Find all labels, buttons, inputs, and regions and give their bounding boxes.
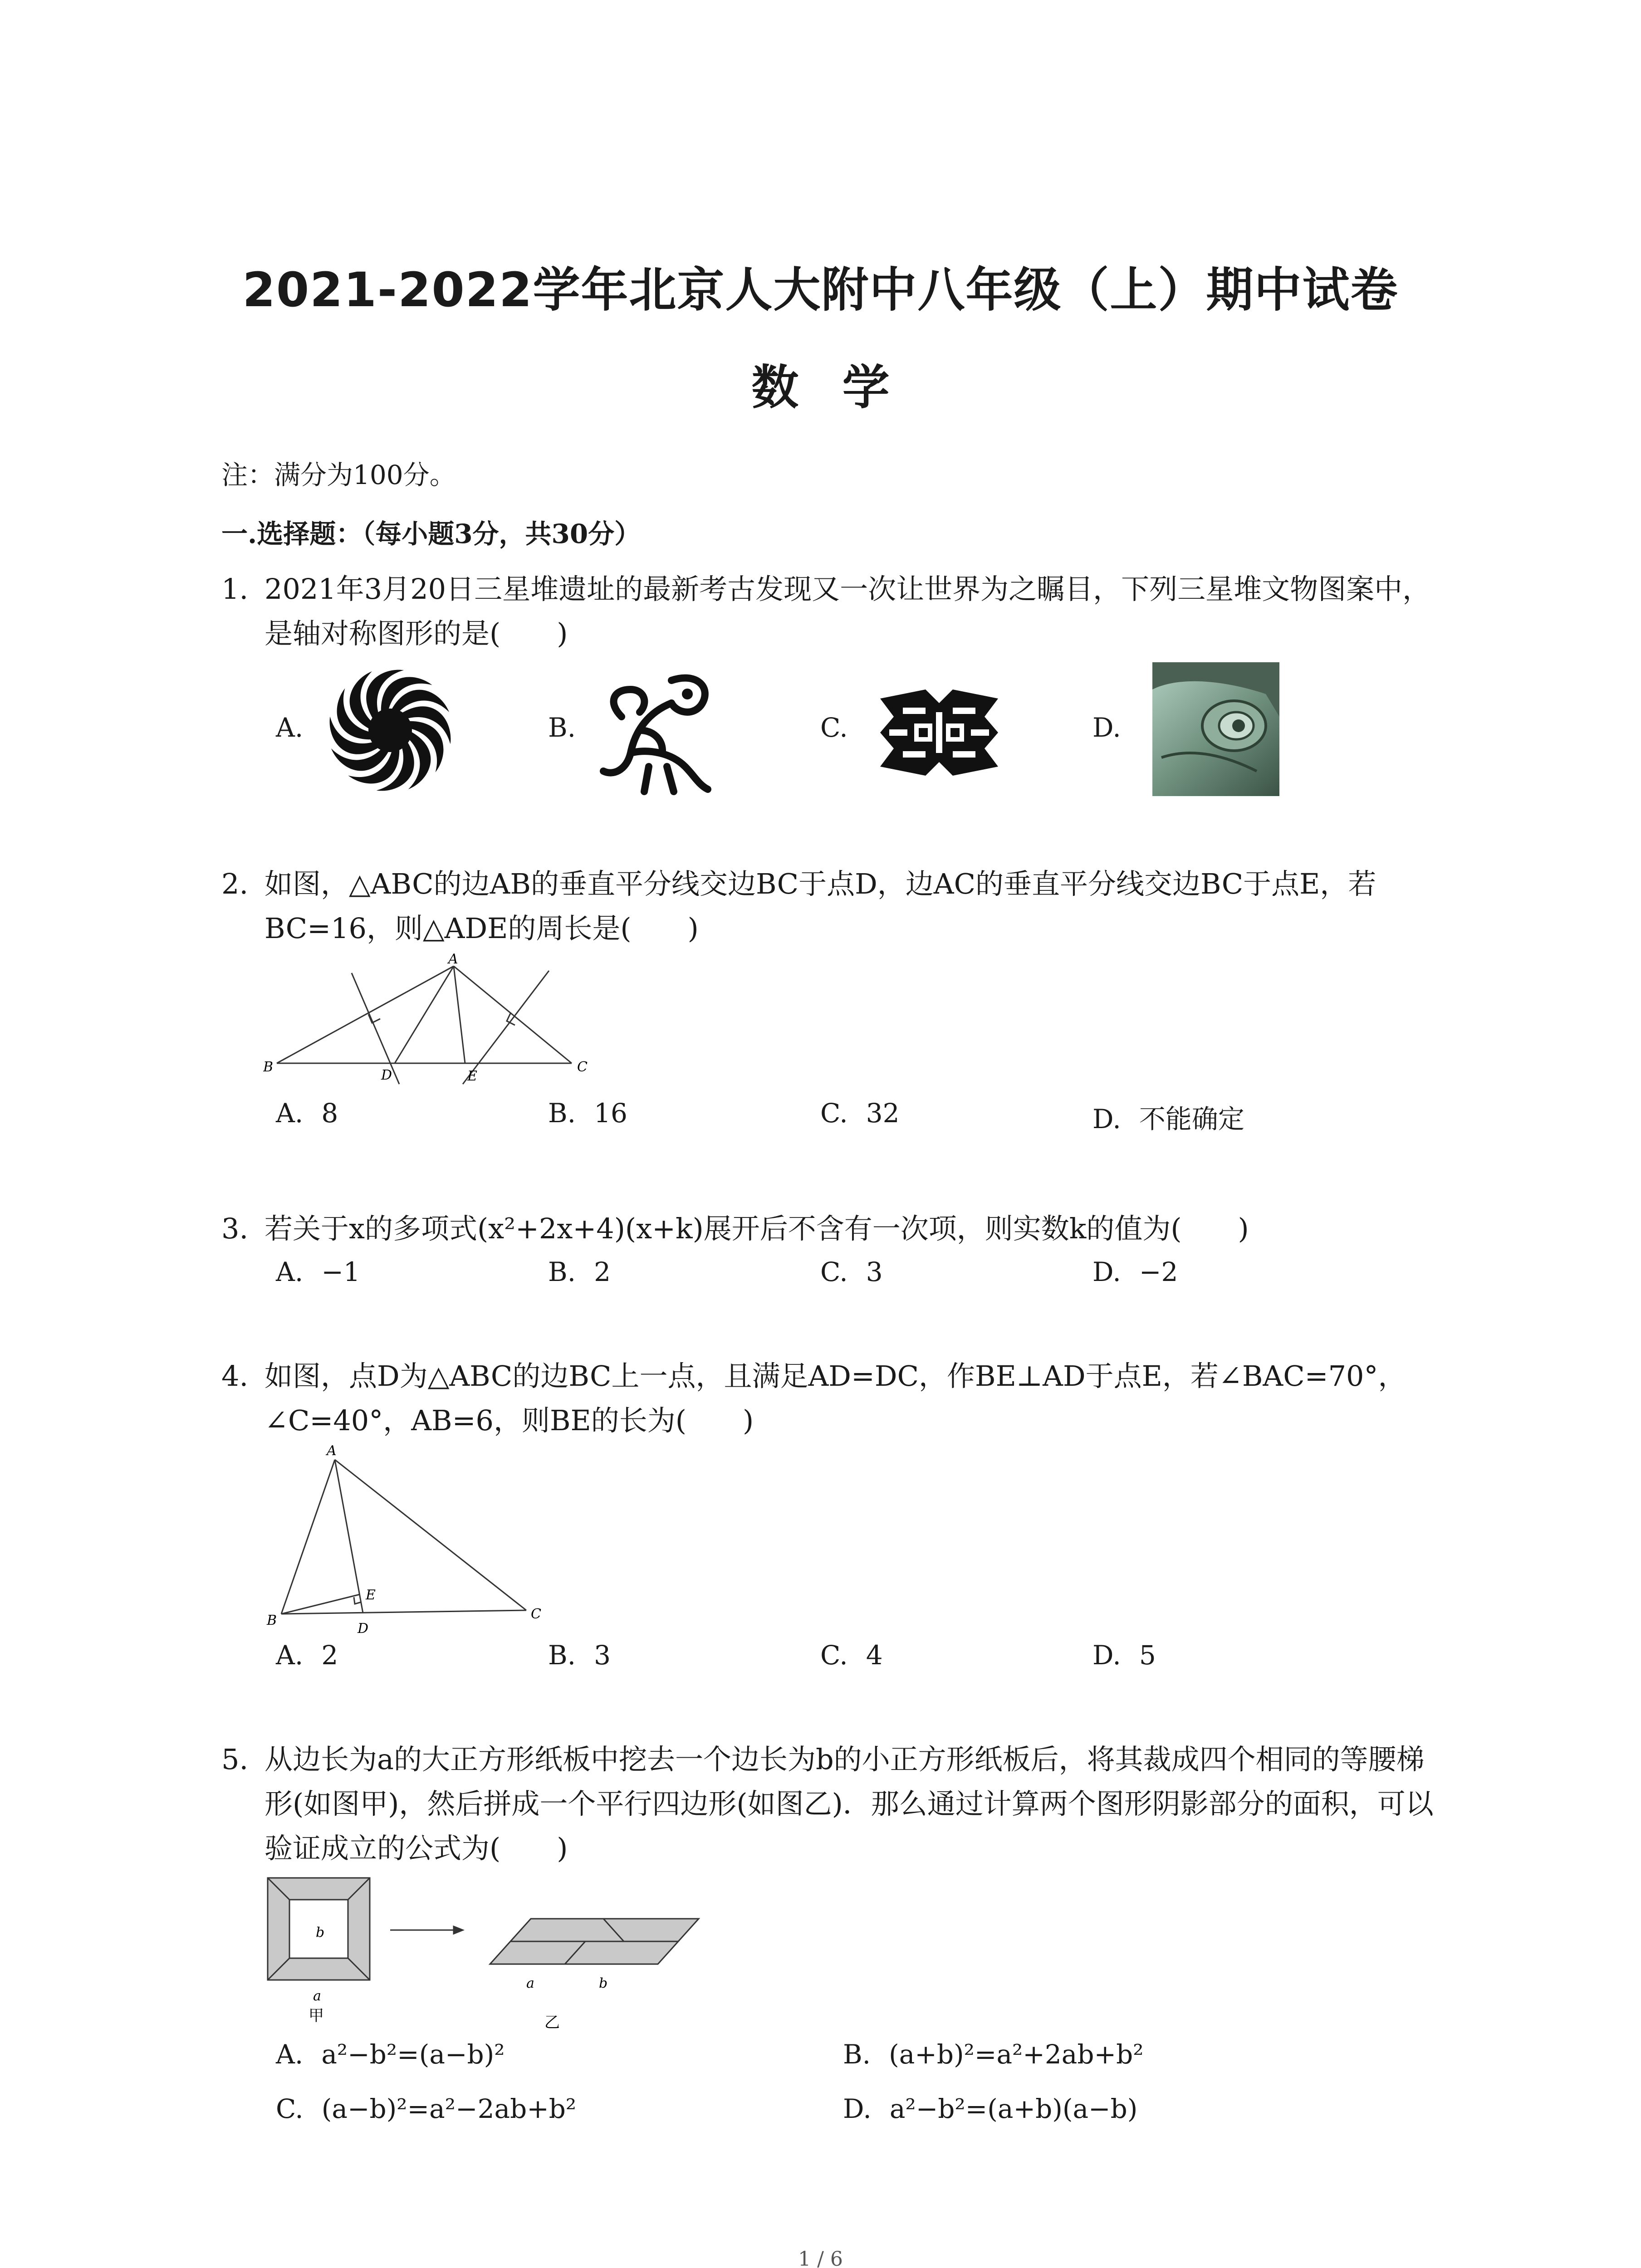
page-number: 1 / 6 [798,2248,843,2268]
option-value: 8 [321,1098,338,1129]
option-value: 4 [866,1640,883,1671]
option-b[interactable] [843,2039,1143,2070]
artifact-bronze-head-image [1152,662,1279,796]
option-label: C. [276,2093,304,2124]
option-d[interactable] [1092,1098,1244,1136]
option-label: D. [1092,1104,1121,1134]
artifact-bird-image [594,662,721,798]
option-label: D. [843,2093,872,2124]
segment-ad [395,966,454,1063]
label-a: a [526,1975,534,1991]
option-c[interactable] [276,2093,576,2124]
label-e: E [467,1068,477,1084]
option-d[interactable] [1092,712,1139,743]
option-b[interactable] [548,712,594,743]
question-text: 若关于x的多项式(x²+2x+4)(x+k)展开后不含有一次项，则实数k的值为( ) [265,1212,1249,1245]
option-a[interactable] [276,1098,338,1129]
artifact-swirl-image [327,667,454,794]
label-jia: 甲 [309,2007,324,2025]
page-title: 2021-2022学年北京人大附中八年级（上）期中试卷 [242,262,1399,318]
question-1 [221,567,1446,656]
option-label: D. [1092,712,1121,743]
label-c: C [577,1059,588,1075]
option-value: (a+b)²=a²+2ab+b² [889,2039,1144,2070]
question-3 [221,1207,1446,1251]
option-a[interactable] [276,1256,360,1287]
question-text: 从边长为a的大正方形纸板中挖去一个边长为b的小正方形纸板后，将其裁成四个相同的等腰梯形(如图甲)，然后拼成一个平行四边形(如图乙)．那么通过计算两个图形阴影部分的面积，可以验证成立的公式为( ) [265,1743,1434,1865]
question-4 [221,1354,1446,1443]
option-label: C. [820,712,848,743]
option-a[interactable] [276,712,321,743]
question-number: 5. [221,1743,249,1776]
option-value: 2 [321,1640,338,1671]
question-number: 4. [221,1359,249,1393]
option-value: 16 [594,1098,627,1129]
option-value: 3 [866,1256,883,1287]
question-number: 3. [221,1212,249,1245]
figure-yi [490,1919,699,2032]
option-value: 32 [866,1098,900,1129]
label-d: D [358,1621,369,1637]
segment-be [281,1594,360,1614]
option-value: 5 [1139,1640,1156,1671]
option-d[interactable] [1092,1256,1178,1287]
label-b: B [263,1059,274,1075]
question-number: 1. [221,572,249,606]
option-value: a²−b²=(a−b)² [321,2039,505,2070]
option-c[interactable] [820,1098,900,1129]
segment-ae [454,966,465,1063]
label-a: a [313,1988,321,2004]
option-value: a²−b²=(a+b)(a−b) [889,2093,1138,2124]
option-value: (a−b)²=a²−2ab+b² [321,2093,577,2124]
option-label: D. [1092,1256,1121,1287]
side-ac [454,966,572,1063]
section-heading-choice: 一.选择题：（每小题3分，共30分） [221,518,641,549]
label-c: C [531,1606,541,1622]
option-value: 不能确定 [1139,1104,1244,1134]
option-label: A. [276,1256,304,1287]
option-a[interactable] [276,1640,338,1671]
option-value: 3 [594,1640,611,1671]
square-trapezoid-figure-q5 [263,1869,708,2037]
question-number: 2. [221,867,249,900]
label-a: A [448,953,458,967]
page-subtitle: 数 学 [751,360,890,415]
label-b: b [599,1975,608,1991]
label-b: b [316,1925,325,1941]
side-bc [281,1610,526,1614]
option-label: A. [276,712,304,743]
option-label: C. [820,1640,848,1671]
option-label: C. [820,1098,848,1129]
perp-bisector-ab [352,973,399,1084]
perp-bisector-ac [463,971,549,1084]
option-label: A. [276,2039,304,2070]
question-text: 2021年3月20日三星堆遗址的最新考古发现又一次让世界为之瞩目，下列三星堆文物图案中，是轴对称图形的是( ) [265,572,1431,650]
arrow-icon [390,1926,463,1934]
option-d[interactable] [843,2093,1137,2124]
option-c[interactable] [820,1256,883,1287]
segment-ad [335,1460,363,1613]
option-label: B. [843,2039,871,2070]
option-label: C. [820,1256,848,1287]
label-d: D [381,1067,392,1083]
option-label: D. [1092,1640,1121,1671]
question-text: 如图，点D为△ABC的边BC上一点，且满足AD=DC，作BE⊥AD于点E，若∠BAC=70°，∠C=40°，AB=6，则BE的长为( ) [265,1359,1406,1437]
score-note: 注：满分为100分。 [221,459,456,490]
option-b[interactable] [548,1098,627,1129]
label-a: A [327,1443,337,1459]
label-b: B [267,1613,277,1628]
artifact-pattern-image [871,680,1007,785]
option-a[interactable] [276,2039,505,2070]
side-ab [277,966,454,1063]
option-label: A. [276,1640,304,1671]
side-ab [281,1460,335,1614]
label-yi: 乙 [544,2014,560,2032]
option-label: B. [548,1256,576,1287]
option-label: B. [548,712,576,743]
option-b[interactable] [548,1256,611,1287]
label-e: E [366,1587,376,1603]
triangle-figure-q4 [263,1438,554,1642]
side-ac [335,1460,526,1610]
option-value: 2 [594,1256,611,1287]
question-5 [221,1737,1446,1871]
option-label: B. [548,1098,576,1129]
option-label: A. [276,1098,304,1129]
figure-jia [268,1878,370,2025]
option-b[interactable] [548,1640,611,1671]
question-text: 如图，△ABC的边AB的垂直平分线交边BC于点D，边AC的垂直平分线交边BC于点E，若BC=16，则△ADE的周长是( ) [265,867,1376,945]
question-2 [221,862,1446,951]
option-d[interactable] [1092,1640,1156,1671]
option-value: −1 [321,1256,360,1287]
option-value: −2 [1139,1256,1178,1287]
option-label: B. [548,1640,576,1671]
option-c[interactable] [820,712,866,743]
triangle-figure-q2 [263,953,608,1089]
option-c[interactable] [820,1640,883,1671]
